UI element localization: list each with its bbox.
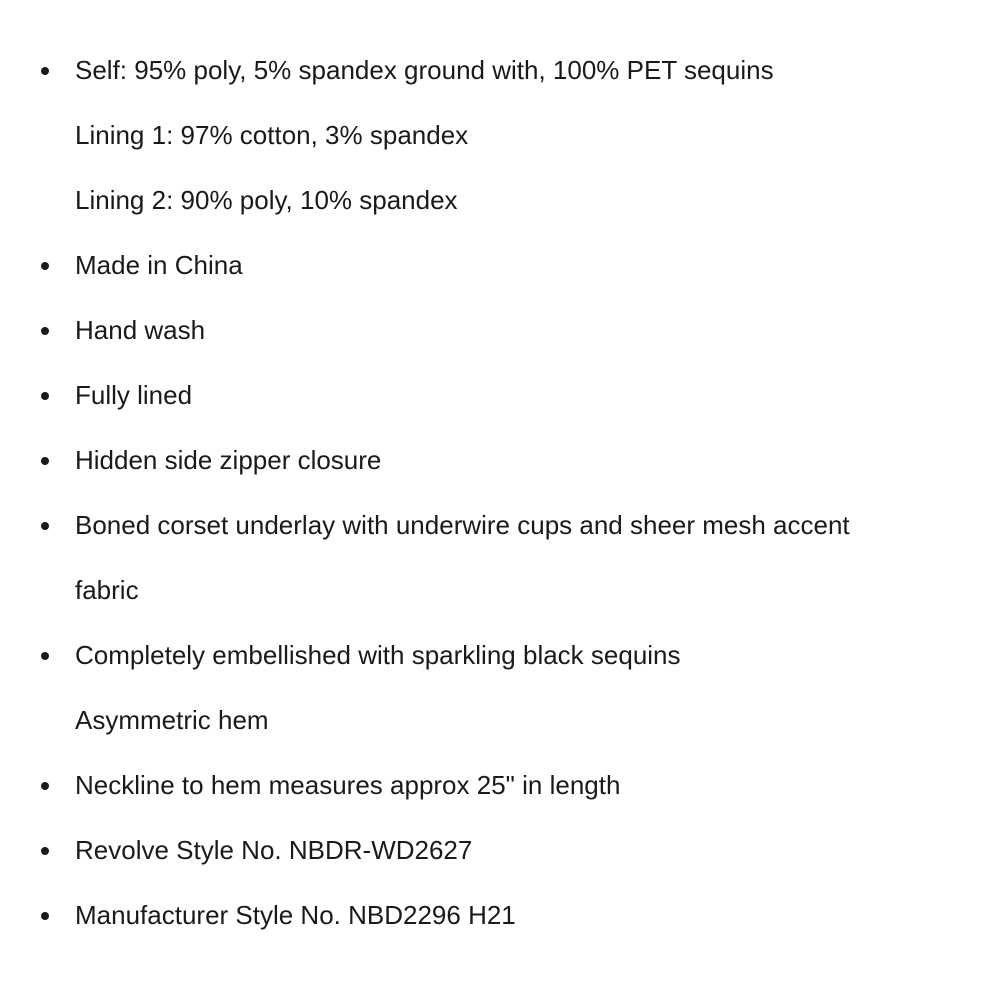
detail-manufacturer-style [0,883,1000,948]
detail-lining-2 [0,168,1000,233]
detail-lining-1 [0,103,1000,168]
detail-text: Asymmetric hem [75,705,269,735]
detail-text: fabric [75,575,139,605]
bullet-icon [41,912,49,920]
detail-construction-continued [0,558,1000,623]
bullet-icon [41,262,49,270]
bullet-icon [41,327,49,335]
detail-fabric-self [0,38,1000,103]
detail-text: Lining 1: 97% cotton, 3% spandex [75,120,469,150]
detail-text: Completely embellished with sparkling black sequins [75,640,681,670]
bullet-icon [41,457,49,465]
bullet-icon [41,522,49,530]
bullet-icon [41,392,49,400]
bullet-icon [41,67,49,75]
detail-origin [0,233,1000,298]
bullet-icon [41,847,49,855]
detail-closure [0,428,1000,493]
bullet-icon [41,652,49,660]
detail-text: Revolve Style No. NBDR-WD2627 [75,835,473,865]
detail-revolve-style [0,818,1000,883]
bullet-icon [41,782,49,790]
detail-text: Self: 95% poly, 5% spandex ground with, 100% PET sequins [75,55,774,85]
detail-text: Hand wash [75,315,206,345]
detail-construction [0,493,1000,558]
detail-text: Boned corset underlay with underwire cups and sheer mesh accent [75,510,850,540]
detail-text: Lining 2: 90% poly, 10% spandex [75,185,458,215]
detail-text: Manufacturer Style No. NBD2296 H21 [75,900,516,930]
detail-text: Fully lined [75,380,193,410]
detail-hem [0,688,1000,753]
detail-text: Made in China [75,250,243,280]
detail-lining [0,363,1000,428]
detail-text: Hidden side zipper closure [75,445,382,475]
product-details-list [0,38,1000,948]
detail-length [0,753,1000,818]
detail-care [0,298,1000,363]
detail-embellishment [0,623,1000,688]
detail-text: Neckline to hem measures approx 25" in length [75,770,621,800]
